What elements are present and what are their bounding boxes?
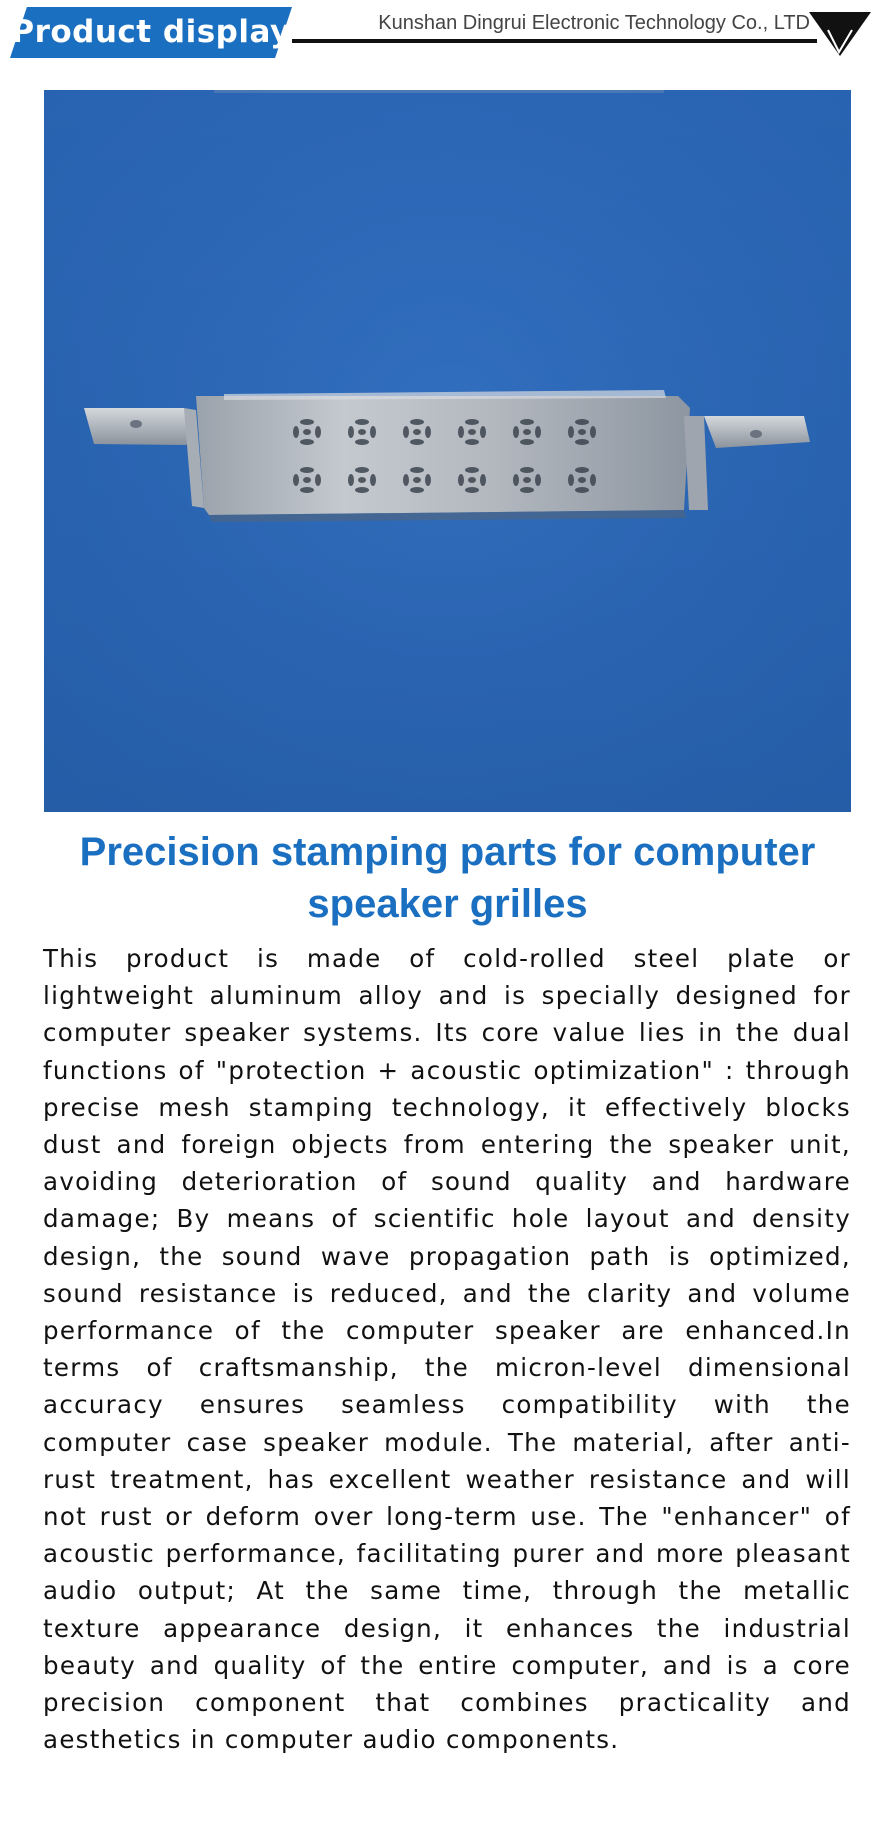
product-title: Precision stamping parts for computer speaker grilles	[79, 830, 816, 926]
product-description: This product is made of cold-rolled steel plate or lightweight aluminum alloy and is specially designed for computer speaker systems. Its core value lies in the dual functions of "protection + acoustic optimization" : through precise mesh stamping technology, it effectively blocks dust and foreign objects from entering the speaker unit, avoiding deterioration of sound quality and hardware damage; By means of scientific hole layout and density design, the sound wave propagation path is optimized, sound resistance is reduced, and the clarity and volume performance of the computer speaker are enhanced.In terms of craftsmanship, the micron-level dimensional accuracy ensures seamless compatibility with the computer case speaker module. The material, after anti-rust treatment, has excellent weather resistance and will not rust or deform over long-term use. The "enhancer" of acoustic performance, facilitating purer and more pleasant audio output; At the same time, through the metallic texture appearance design, it enhances the industrial beauty and quality of the entire computer, and is a core precision component that combines practicality and aesthetics in computer audio components.	[43, 944, 851, 1755]
triangle-v-logo-icon	[808, 8, 872, 62]
page-header	[0, 0, 895, 62]
header-badge-label: Product display	[11, 14, 291, 50]
company-name: Kunshan Dingrui Electronic Technology Co., LTD	[378, 12, 810, 34]
header-divider	[292, 39, 817, 43]
product-photo	[44, 90, 851, 812]
